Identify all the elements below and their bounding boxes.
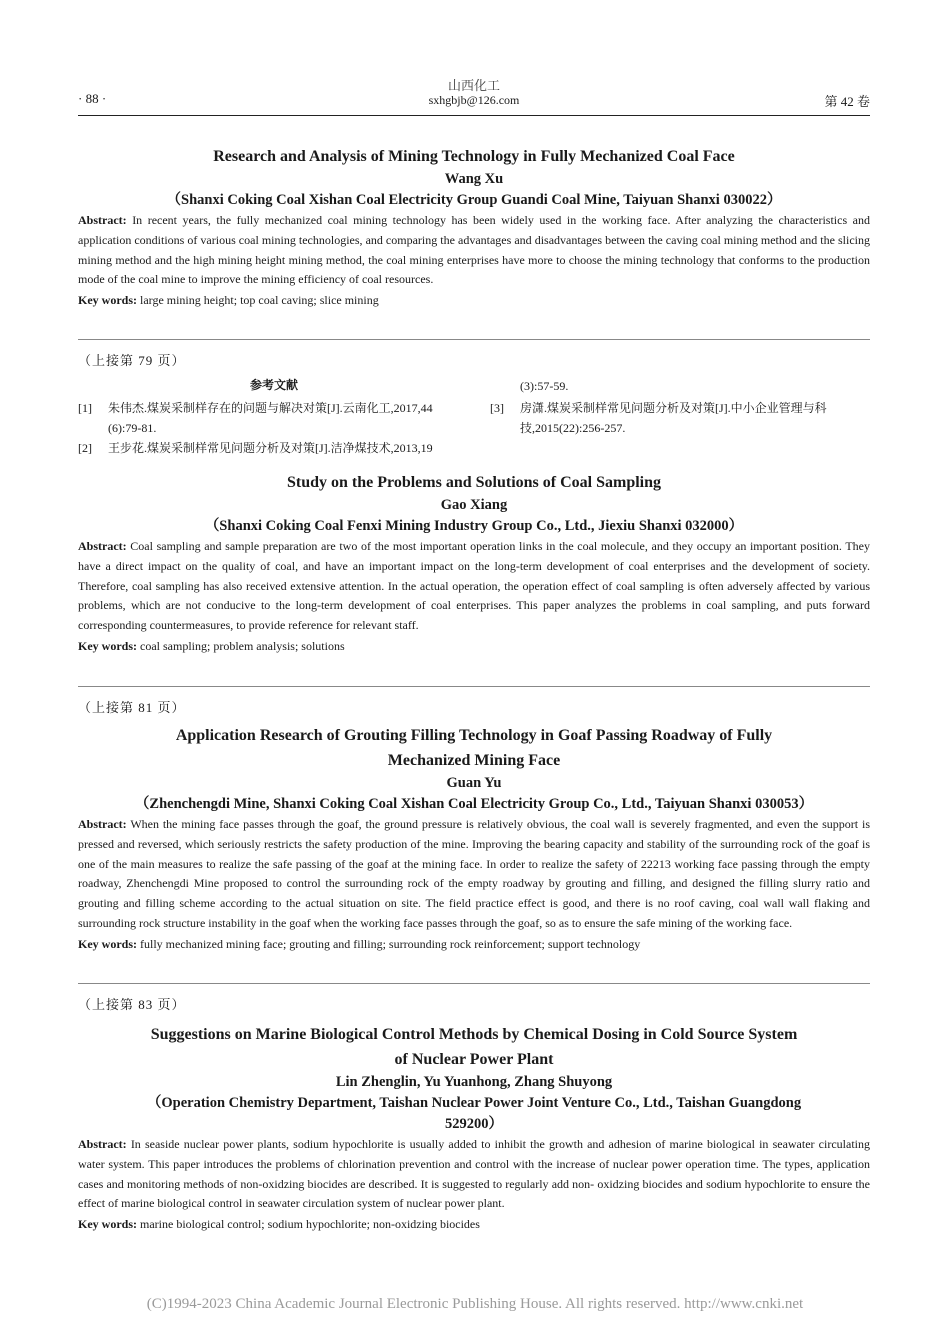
copyright-footer: (C)1994-2023 China Academic Journal Electronic Publishing House. All rights reserved. http://www.cnki.net	[146, 1296, 804, 1312]
article-coal-sampling	[78, 470, 870, 656]
volume-label: 第 42 卷	[824, 94, 870, 109]
section-divider	[78, 686, 870, 687]
article-title: Study on the Problems and Solutions of Coal Sampling	[286, 474, 661, 491]
article-author: Lin Zhenglin, Yu Yuanhong, Zhang Shuyong	[335, 1074, 613, 1090]
article-abstract	[78, 211, 870, 290]
article-keywords	[78, 1214, 870, 1234]
header-rule	[78, 115, 870, 116]
abstract-text: Coal sampling and sample preparation are two of the most important operation links in the coal molecule, and they occupy an important position. They have a direct impact on the quality of coal, and have an important impact on the long-term development of coal enterprises and the development of society. Therefore, coal sampling has also received extensive attention. In the actual operation, the operation effect of coal sampling is often adversely affected by various problems, which are not conducive to the long-term development of coal enterprises. This paper analyzes the problems in coal sampling, and puts forward corresponding countermeasures, to provide reference for relevant staff.	[78, 539, 870, 633]
article-author: Guan Yu	[446, 775, 502, 791]
article-title: Suggestions on Marine Biological Control Methods by Chemical Dosing in Cold Source System of Nuclear Power Plant	[150, 1026, 798, 1068]
keywords-text: large mining height; top coal caving; slice mining	[140, 293, 379, 308]
article-keywords	[78, 934, 870, 954]
keywords-label: Key words:	[78, 1217, 137, 1232]
article-mining-technology	[78, 144, 870, 310]
article-affiliation: （Operation Chemistry Department, Taishan Nuclear Power Joint Venture Co., Ltd., Taishan Guangdong 529200）	[146, 1095, 802, 1132]
journal-name: 山西化工	[447, 78, 500, 93]
article-keywords	[78, 290, 870, 310]
continuation-note: （上接第 81 页）	[78, 700, 186, 715]
article-affiliation: （Zhenchengdi Mine, Shanxi Coking Coal Xishan Coal Electricity Group Co., Ltd., Taiyuan Shanxi 030053）	[134, 796, 814, 812]
keywords-text: marine biological control; sodium hypochlorite; non-oxidzing biocides	[140, 1217, 480, 1232]
page-number: · 88 ·	[78, 91, 107, 106]
article-affiliation: （Shanxi Coking Coal Fenxi Mining Industry Group Co., Ltd., Jiexiu Shanxi 032000）	[204, 518, 744, 534]
article-author: Gao Xiang	[440, 497, 508, 513]
article-title: Application Research of Grouting Filling Technology in Goaf Passing Roadway of Fully Mechanized Mining Face	[175, 727, 773, 769]
article-title: Research and Analysis of Mining Technology in Fully Mechanized Coal Face	[213, 148, 735, 165]
article-grouting-filling	[78, 723, 870, 954]
keywords-label: Key words:	[78, 638, 137, 653]
reference-item: [1] 朱伟杰.煤炭采制样存在的问题与解决对策[J].云南化工,2017,44 (6):79-81.	[78, 401, 433, 435]
article-marine-biological-control	[78, 1022, 870, 1234]
references	[78, 372, 870, 462]
continuation-note: （上接第 79 页）	[78, 353, 186, 368]
article-abstract	[78, 815, 870, 934]
reference-item: [2] 王步花.煤炭采制样常见问题分析及对策[J].洁净煤技术,2013,19	[78, 441, 433, 455]
article-author: Wang Xu	[444, 171, 504, 187]
header-center	[78, 78, 870, 108]
article-keywords	[78, 636, 870, 656]
abstract-label: Abstract:	[78, 539, 127, 553]
section-divider	[78, 339, 870, 340]
page-header	[78, 78, 870, 114]
section-divider	[78, 983, 870, 984]
reference-item-continued: (3):57-59.	[520, 379, 569, 393]
abstract-label: Abstract:	[78, 1137, 127, 1151]
abstract-text: In seaside nuclear power plants, sodium hypochlorite is usually added to inhibit the growth and adhesion of marine biological in seawater circulating water system. This paper introduces the problems of chlorination prevention and control with the increase of nuclear power operation time. The types, application cases and monitoring methods of non-oxidzing biocides are described. It is suggested to regularly add non- oxidzing biocides and sodium hypochlorite to ensure the effect of marine biological control in seawater circulation system of nuclear power plant.	[78, 1137, 870, 1211]
reference-item: [3] 房潇.煤炭采制样常见问题分析及对策[J].中小企业管理与科 技,2015(22):256-257.	[490, 401, 827, 435]
continuation-note: （上接第 83 页）	[78, 997, 186, 1012]
abstract-text: In recent years, the fully mechanized coal mining technology has been widely used in the working face. After analyzing the characteristics and application conditions of various coal mining technologies, and comparing the advantages and disadvantages between the caving coal mining method and the slicing mining method and the high mining height mining method, the coal mining enterprises have more to choose the mining technology that conforms to the production mode of the coal mine to improve the mining efficiency of coal resources.	[78, 213, 870, 287]
keywords-label: Key words:	[78, 293, 137, 308]
keywords-text: fully mechanized mining face; grouting and filling; surrounding rock reinforcement; support technology	[140, 936, 641, 951]
references-heading: 参考文献	[249, 378, 298, 392]
abstract-text: When the mining face passes through the goaf, the ground pressure is relatively obvious, the coal wall is severely fragmented, and even the support is pressed and reversed, which seriously restricts the safety production of the mine. Improving the bearing capacity and stability of the surrounding rock of the goaf is one of the main measures to realize the safe passing of the goaf at the mining face. In order to realize the safety of 22213 working face passing through the empty roadway, Zhenchengdi Mine proposed to control the surrounding rock of the empty roadway by grouting and filling, and designed the filling slurry ratio and grouting and filling scheme according to the actual situation on site. The field practice effect is good, and there is no roof caving, coal wall wall flaking and surrounding rock structure instability in the goaf when the working face passes through the goaf, so as to ensure the safe mining of the working face.	[78, 817, 870, 930]
article-abstract	[78, 537, 870, 636]
abstract-label: Abstract:	[78, 817, 127, 831]
keywords-text: coal sampling; problem analysis; solutions	[140, 638, 345, 653]
abstract-label: Abstract:	[78, 213, 127, 227]
journal-email[interactable]: sxhgbjb@126.com	[428, 93, 520, 107]
article-abstract	[78, 1135, 870, 1214]
keywords-label: Key words:	[78, 936, 137, 951]
article-affiliation: （Shanxi Coking Coal Xishan Coal Electricity Group Guandi Coal Mine, Taiyuan Shanxi 030022）	[166, 192, 782, 208]
